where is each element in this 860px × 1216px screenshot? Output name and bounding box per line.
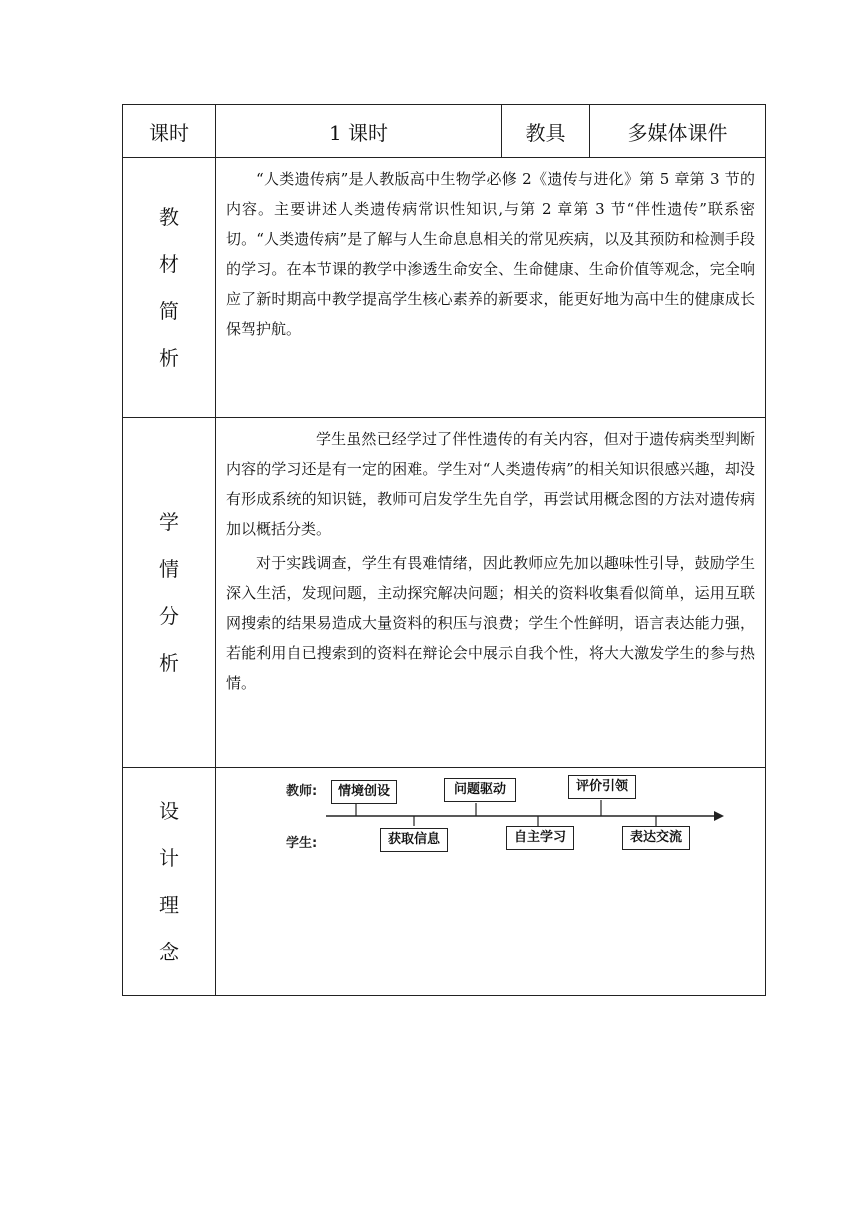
label-char: 材 (159, 251, 179, 276)
label-char: 念 (159, 939, 179, 964)
student-step-self-study: 自主学习 (506, 826, 574, 850)
class-hours-value: 1 课时 (216, 105, 502, 158)
student-paragraph-1: 学生虽然已经学过了伴性遗传的有关内容，但对于遗传病类型判断内容的学习还是有一定的困难。学生对“人类遗传病”的相关知识很感兴趣，却没有形成系统的知识链，教师可启发学生先自学，再尝试用概念图的方法对遗传病加以概括分类。 (226, 430, 755, 538)
label-char: 情 (159, 556, 179, 581)
label-char: 设 (159, 798, 179, 823)
teacher-row-label: 教师: (286, 784, 318, 799)
class-hours-label: 课时 (123, 105, 216, 158)
student-analysis-label (123, 418, 216, 768)
student-row-label: 学生: (286, 836, 318, 851)
teaching-aids-value: 多媒体课件 (590, 105, 766, 158)
label-char: 析 (159, 650, 179, 675)
teaching-aids-label: 教具 (502, 105, 590, 158)
header-row (123, 105, 766, 158)
timeline-arrowhead (714, 811, 724, 821)
textbook-analysis-content (216, 158, 766, 418)
label-char: 分 (159, 603, 179, 628)
label-char: 学 (159, 509, 179, 534)
student-analysis-row (123, 418, 766, 768)
label-char: 简 (159, 298, 179, 323)
textbook-paragraph: “人类遗传病”是人教版高中生物学必修 2《遗传与进化》第 5 章第 3 节的内容。主要讲述人类遗传病常识性知识,与第 2 章第 3 节“伴性遗传”联系密切。“人类遗传病”是了解与人生命息息相关的常见疾病，以及其预防和检测手段的学习。在本节课的教学中渗透生命安全、生命健康、生命价值等观念，完全响应了新时期高中教学提高学生核心素养的新要求，能更好地为高中生的健康成长保驾护航。 (226, 170, 755, 338)
textbook-analysis-label (123, 158, 216, 418)
teacher-step-question: 问题驱动 (444, 778, 516, 802)
label-char: 计 (159, 845, 179, 870)
lesson-plan-table (122, 104, 766, 996)
label-char: 理 (159, 892, 179, 917)
design-concept-label (123, 768, 216, 996)
student-step-expression: 表达交流 (622, 826, 690, 850)
teaching-flow-diagram (216, 768, 765, 994)
label-char: 析 (159, 345, 179, 370)
textbook-analysis-row (123, 158, 766, 418)
student-paragraph-2: 对于实践调查，学生有畏难情绪，因此教师应先加以趣味性引导，鼓励学生深入生活，发现问题，主动探究解决问题；相关的资料收集看似简单，运用互联网搜索的结果易造成大量资料的积压与浪费；学生个性鲜明，语言表达能力强，若能利用自已搜索到的资料在辩论会中展示自我个性，将大大激发学生的参与热情。 (226, 554, 755, 692)
student-analysis-content (216, 418, 766, 768)
teacher-step-evaluation: 评价引领 (568, 775, 636, 799)
label-char: 教 (159, 204, 179, 229)
student-step-acquire: 获取信息 (380, 828, 448, 852)
teacher-step-situation: 情境创设 (331, 780, 397, 804)
design-concept-row (123, 768, 766, 996)
design-concept-content (216, 768, 766, 996)
